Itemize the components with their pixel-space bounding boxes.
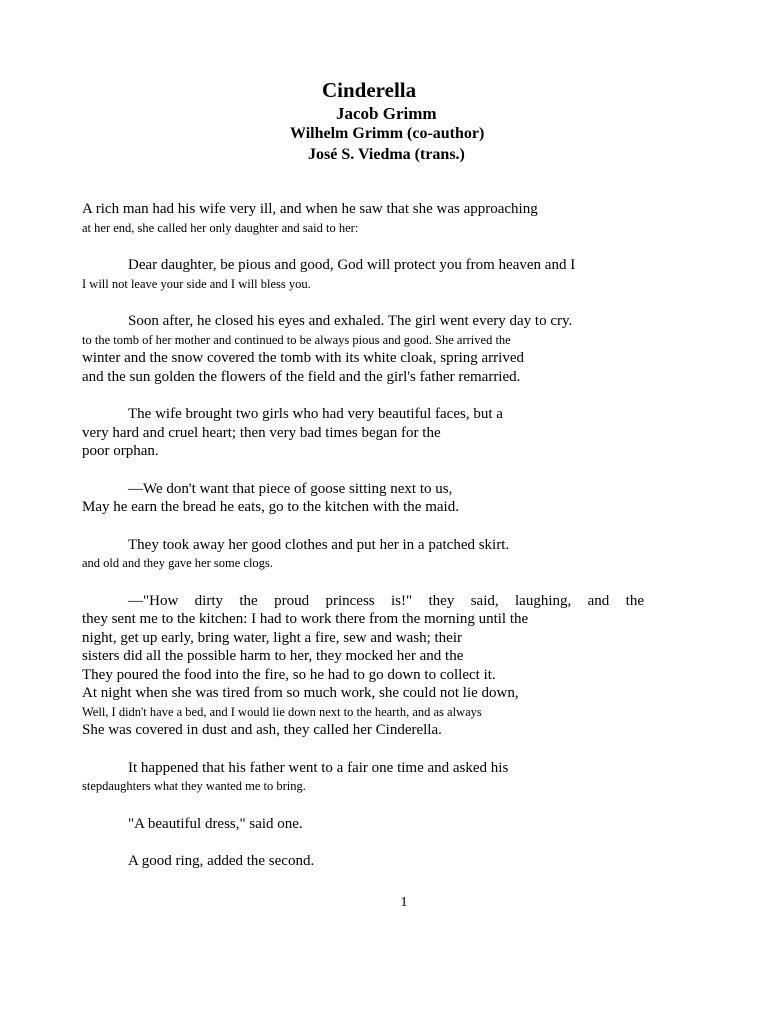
document-body [82, 200, 644, 890]
text-line: very hard and cruel heart; then very bad times began for the [82, 424, 441, 441]
page-number: 1 [400, 895, 408, 910]
text-line: and the sun golden the flowers of the field and the girl's father remarried. [82, 368, 521, 385]
paragraph [82, 312, 644, 386]
text-line: It happened that his father went to a fair one time and asked his [128, 759, 509, 776]
text-line: winter and the snow covered the tomb with its white cloak, spring arrived [82, 350, 524, 366]
text-line: at her end, she called her only daughter and said to her: [82, 220, 359, 235]
text-line: Well, I didn't have a bed, and I would lie down next to the hearth, and as always [82, 704, 482, 719]
paragraph [82, 256, 644, 293]
text-line: stepdaughters what they wanted me to bring. [82, 779, 306, 793]
text-line: poor orphan. [82, 443, 159, 459]
text-line: night, get up early, bring water, light a fire, sew and wash; their [82, 629, 462, 646]
text-line: The wife brought two girls who had very beautiful faces, but a [128, 406, 503, 422]
text-line: I will not leave your side and I will bless you. [82, 276, 311, 291]
text-line: At night when she was tired from so much work, she could not lie down, [82, 685, 519, 701]
text-line: and old and they gave her some clogs. [82, 556, 273, 570]
text-line: "A beautiful dress," said one. [128, 815, 303, 832]
paragraph [82, 405, 644, 461]
text-line: —"How dirty the proud princess is!" they said, laughing, and the [128, 592, 644, 609]
paragraph [82, 536, 644, 573]
paragraph [82, 592, 644, 740]
author-co-author: Wilhelm Grimm (co-author) [290, 125, 485, 142]
text-line: A rich man had his wife very ill, and when he saw that she was approaching [82, 201, 538, 217]
text-line: sisters did all the possible harm to her, they mocked her and the [82, 648, 464, 664]
text-line: —We don't want that piece of goose sitting next to us, [128, 480, 453, 497]
document-title: Cinderella [322, 78, 417, 102]
text-line: May he earn the bread he eats, go to the kitchen with the maid. [82, 499, 459, 515]
author-primary: Jacob Grimm [336, 104, 437, 123]
text-line: They poured the food into the fire, so he had to go down to collect it. [82, 666, 496, 683]
text-line: Soon after, he closed his eyes and exhaled. The girl went every day to cry. [128, 313, 573, 329]
paragraph [82, 759, 644, 796]
text-line: to the tomb of her mother and continued to be always pious and good. She arrived the [82, 332, 511, 347]
paragraph [82, 480, 644, 517]
text-line: A good ring, added the second. [128, 853, 315, 869]
paragraph [82, 852, 644, 871]
text-line: She was covered in dust and ash, they called her Cinderella. [82, 722, 442, 738]
paragraph [82, 815, 644, 834]
text-line: they sent me to the kitchen: I had to work there from the morning until the [82, 611, 529, 627]
text-line: Dear daughter, be pious and good, God will protect you from heaven and I [128, 257, 576, 273]
paragraph [82, 200, 644, 237]
text-line: They took away her good clothes and put her in a patched skirt. [128, 536, 510, 553]
author-translator: José S. Viedma (trans.) [308, 146, 465, 163]
